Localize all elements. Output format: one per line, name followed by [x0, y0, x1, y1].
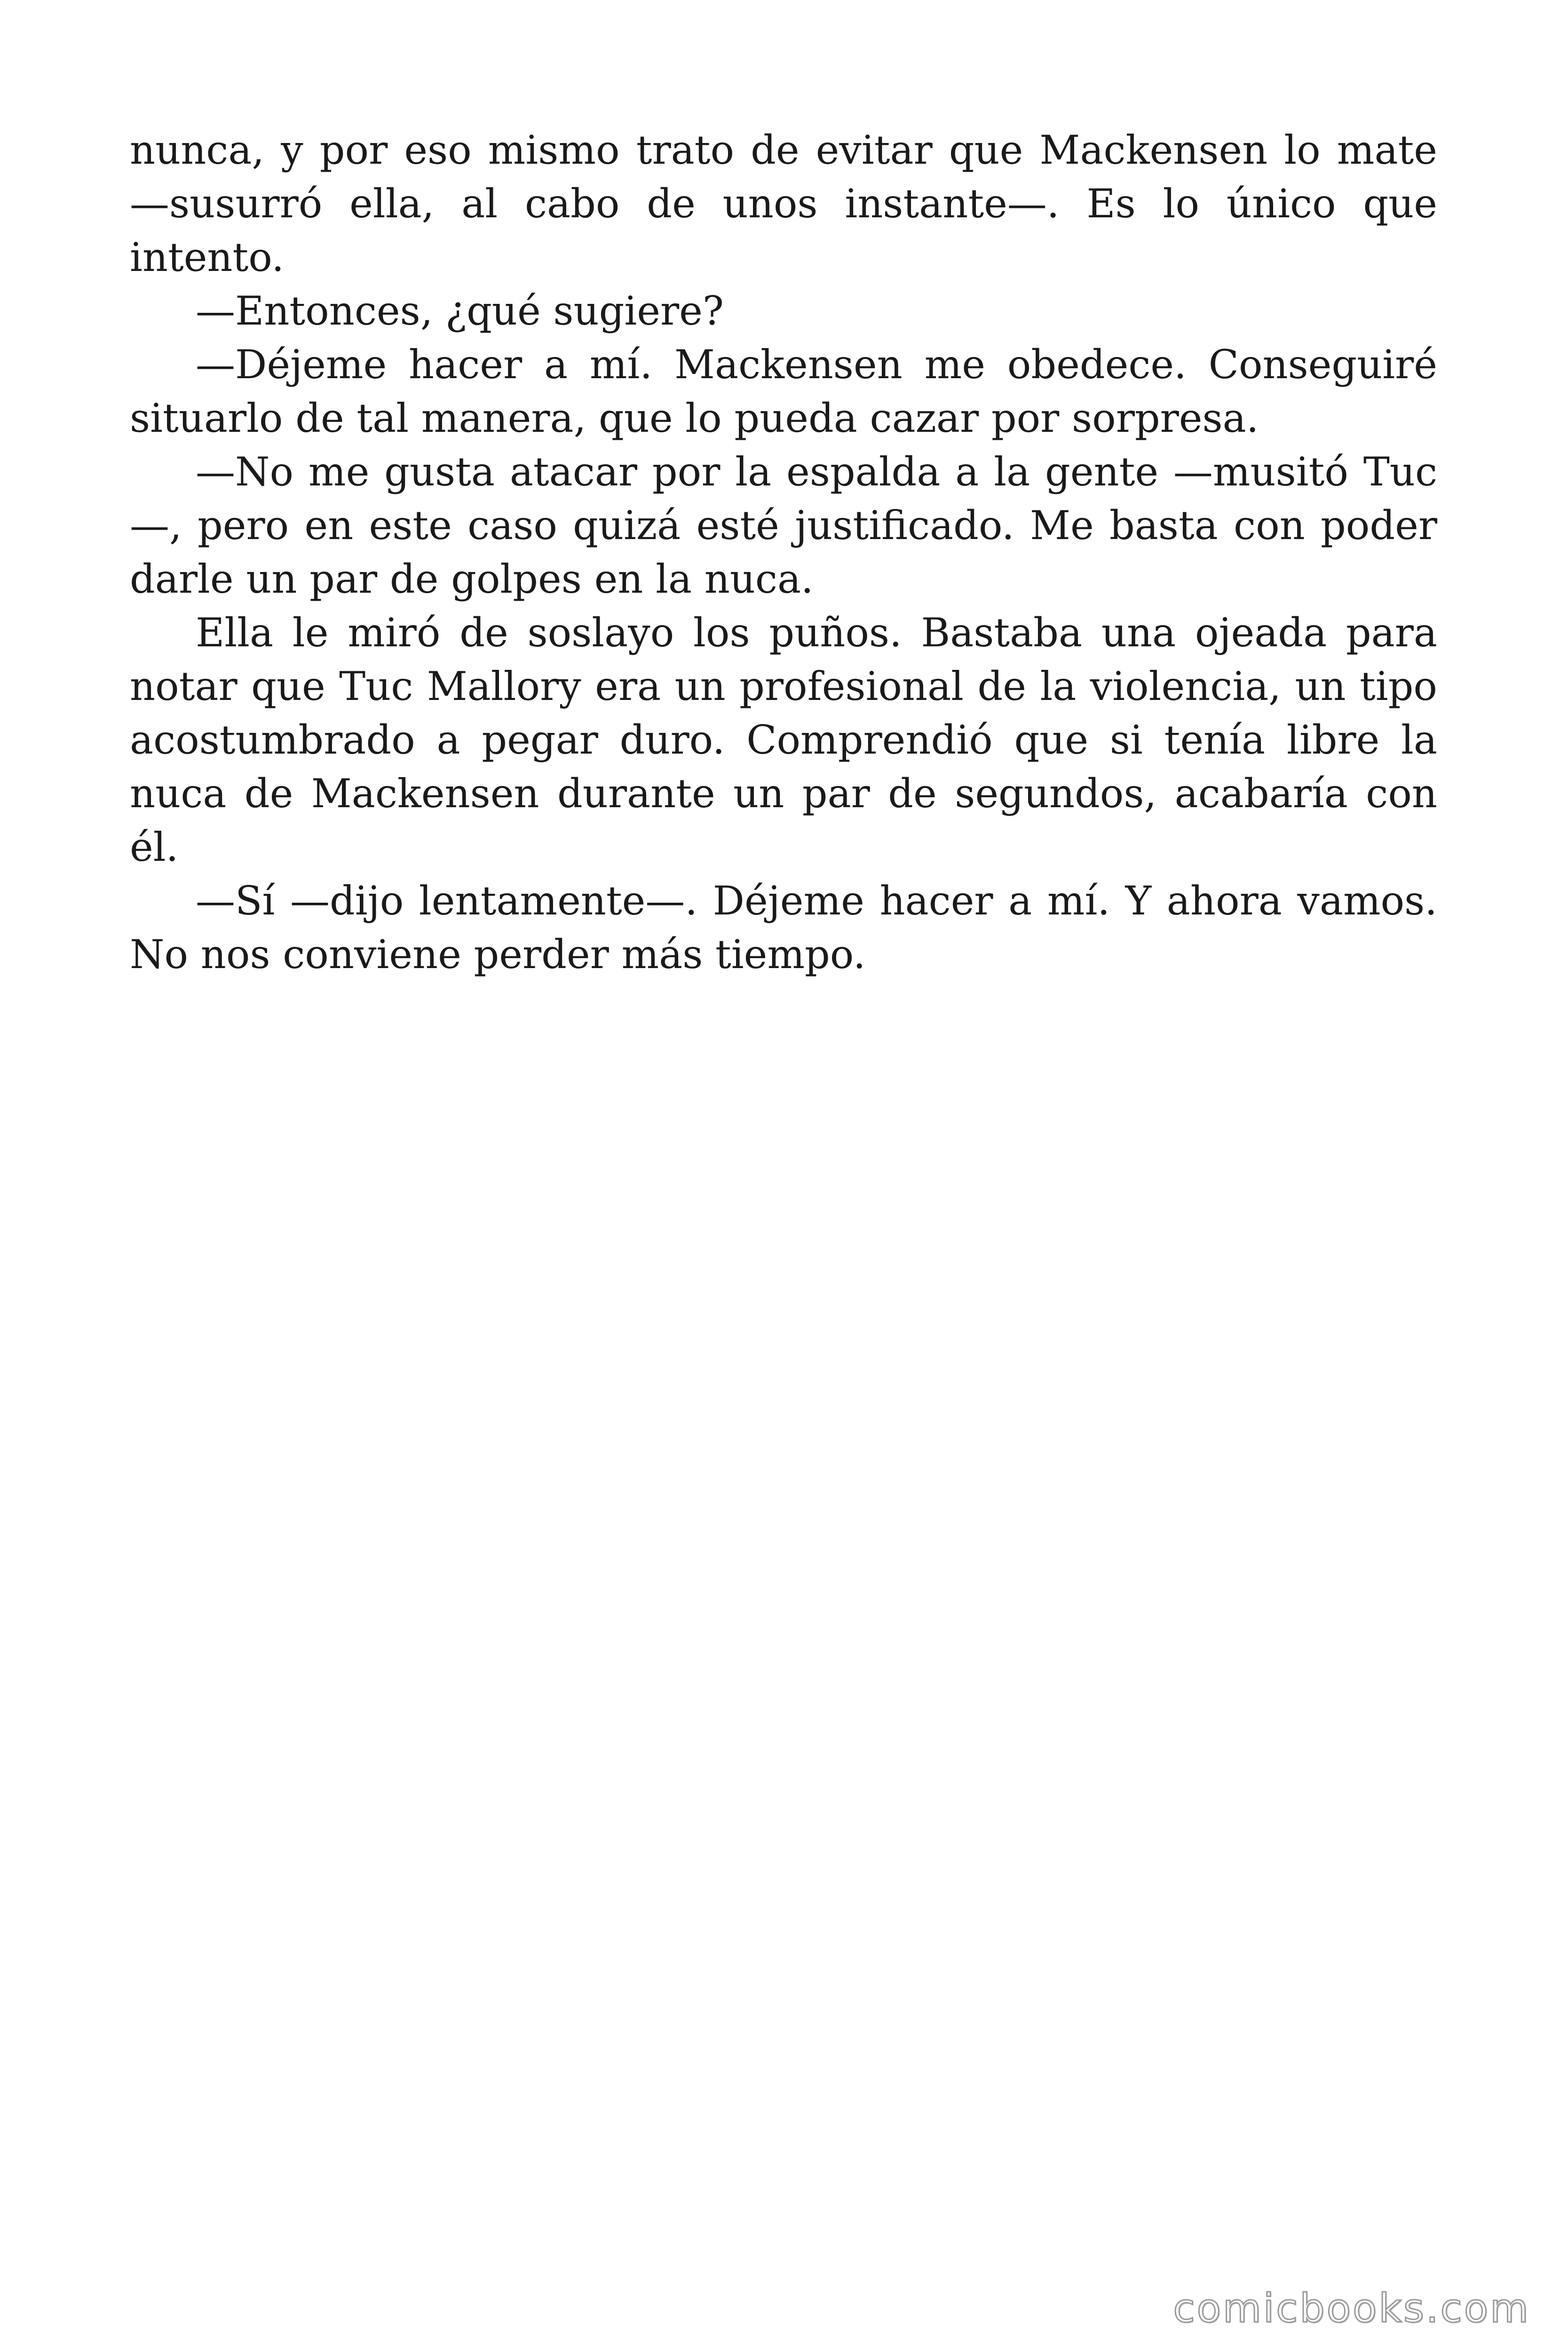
paragraph-dialogue: —Sí —dijo lentamente—. Déjeme hacer a mí. Y ahora vamos. No nos conviene perder más tiempo. — [130, 878, 1437, 977]
paragraph-continued: nunca, y por eso mismo trato de evitar que Mackensen lo mate —susurró ella, al cabo de unos instante—. Es lo único que intento. — [130, 127, 1437, 280]
paragraph-dialogue: —No me gusta atacar por la espalda a la gente —musitó Tuc—, pero en este caso quizá esté justificado. Me basta con poder darle un par de golpes en la nuca. — [130, 449, 1437, 602]
page-body — [130, 123, 1437, 981]
watermark: comicbooks.com — [1173, 2285, 1530, 2331]
paragraph-narration: Ella le miró de soslayo los puños. Bastaba una ojeada para notar que Tuc Mallory era un profesional de la violencia, un tipo acostumbrado a pegar duro. Comprendió que si tenía libre la nuca de Mackensen durante un par de segundos, acabaría con él. — [130, 610, 1437, 870]
paragraph-dialogue: —Déjeme hacer a mí. Mackensen me obedece. Conseguiré situarlo de tal manera, que lo pueda cazar por sorpresa. — [130, 342, 1437, 441]
paragraph-dialogue: —Entonces, ¿qué sugiere? — [196, 288, 724, 334]
